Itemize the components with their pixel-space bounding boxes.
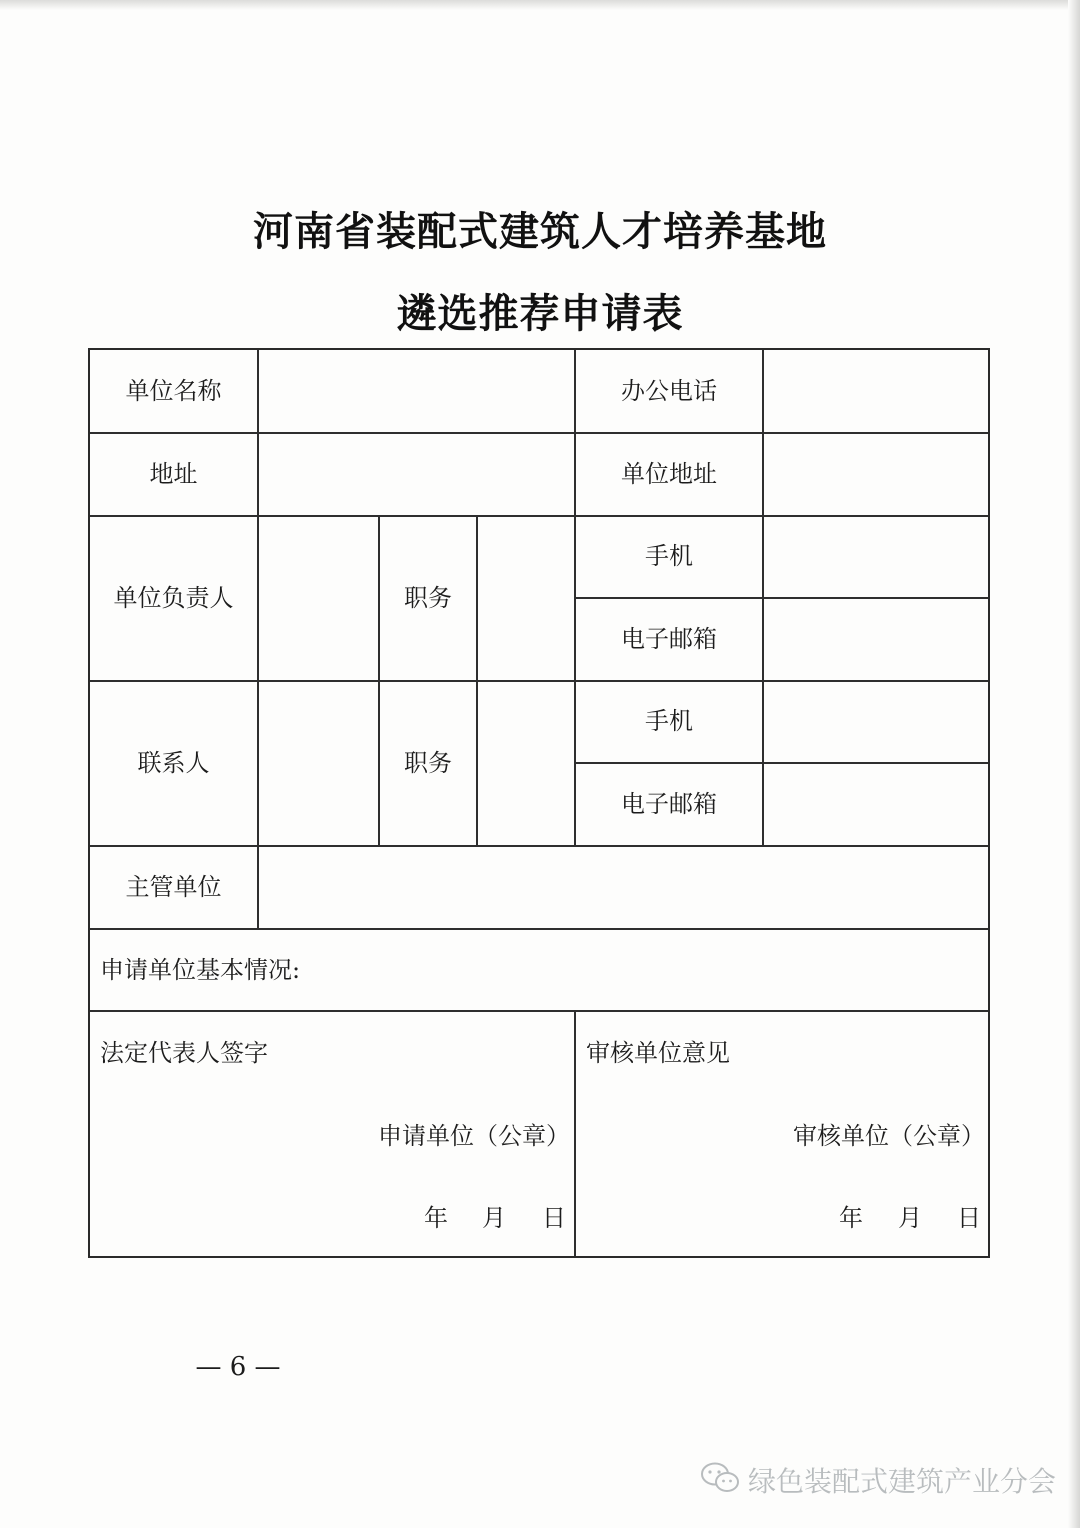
legal-rep-signature-label: 法定代表人签字 [100, 1039, 268, 1067]
applicant-day-label: 日 [542, 1204, 566, 1232]
unit-leader-label: 单位负责人 [113, 584, 234, 612]
reviewer-year-label: 年 [839, 1204, 863, 1232]
column-divider [574, 1010, 576, 1256]
document-subtitle: 遴选推荐申请表 [396, 290, 684, 337]
row-divider [90, 1010, 988, 1012]
contact-mobile-label: 手机 [645, 707, 693, 735]
row-divider [90, 432, 988, 434]
row-divider [574, 597, 988, 599]
leader-position-label: 职务 [404, 584, 452, 612]
office-phone-label: 办公电话 [621, 377, 717, 405]
reviewer-day-label: 日 [957, 1204, 981, 1232]
leader-mobile-label: 手机 [645, 542, 693, 570]
scan-edge-top [0, 0, 1080, 10]
watermark-text: 绿色装配式建筑产业分会 [748, 1465, 1057, 1498]
contact-position-label: 职务 [404, 749, 452, 777]
supervisor-label: 主管单位 [125, 873, 222, 901]
row-divider [90, 845, 988, 847]
wechat-icon [700, 1461, 740, 1499]
applicant-month-label: 月 [482, 1204, 506, 1232]
unit-address-label: 单位地址 [621, 460, 717, 488]
row-divider [90, 680, 988, 682]
contact-person-label: 联系人 [137, 749, 210, 777]
column-divider [476, 515, 478, 845]
unit-name-label: 单位名称 [125, 377, 222, 405]
row-divider [90, 928, 988, 930]
page-number: — 6 — [195, 1352, 281, 1382]
review-opinion-label: 审核单位意见 [586, 1039, 730, 1067]
applicant-year-label: 年 [424, 1204, 448, 1232]
column-divider [257, 350, 259, 928]
address-label: 地址 [149, 460, 198, 488]
column-divider [574, 350, 576, 845]
row-divider [90, 515, 988, 517]
column-divider [378, 515, 380, 845]
basic-info-label: 申请单位基本情况: [100, 956, 301, 984]
reviewer-month-label: 月 [898, 1204, 922, 1232]
row-divider [574, 762, 988, 764]
reviewer-seal-label: 审核单位（公章） [793, 1122, 985, 1150]
column-divider [762, 350, 764, 845]
applicant-seal-label: 申请单位（公章） [378, 1122, 570, 1150]
watermark [700, 1460, 1056, 1500]
application-form-table [88, 348, 990, 1258]
document-title: 河南省装配式建筑人才培养基地 [253, 208, 827, 255]
leader-email-label: 电子邮箱 [621, 625, 717, 653]
contact-email-label: 电子邮箱 [621, 790, 717, 818]
